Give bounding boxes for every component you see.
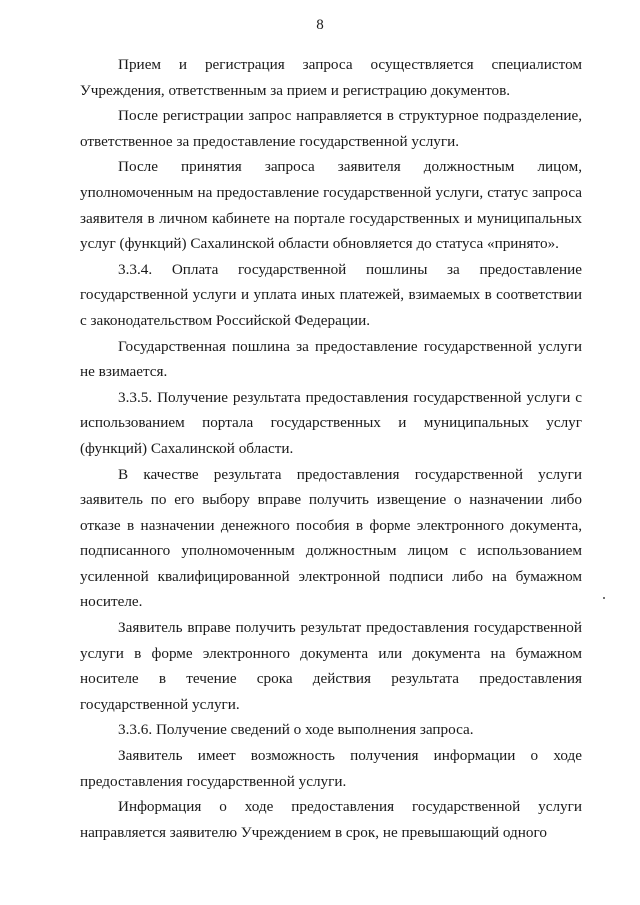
paragraph-3-3-6: 3.3.6. Получение сведений о ходе выполнения запроса.: [118, 721, 474, 739]
paragraph-result-validity: Заявитель вправе получить результат предоставления государственной услуги в форме электронного документа или документа на бумажном носителе в течение срока действия результата предоставления государственной услуги.: [80, 619, 582, 713]
paragraph-3-3-5: 3.3.5. Получение результата предоставления государственной услуги с использованием портала государственных и муниципальных услуг (функций) Сахалинской области.: [80, 388, 582, 457]
scan-speck: [603, 597, 605, 599]
paragraph-info-delivery: Информация о ходе предоставления государственной услуги направляется заявителю Учреждением в срок, не превышающий одного: [80, 798, 582, 841]
paragraph-after-registration: После регистрации запрос направляется в структурное подразделение, ответственное за предоставление государственной услуги.: [80, 107, 582, 150]
paragraph-result-options: В качестве результата предоставления государственной услуги заявитель по его выбору вправе получить извещение о назначении либо отказе в назначении денежного пособия в форме электронного документа, подписанного уполномоченным должностным лицом с использованием усиленной квалифицированной электронной подписи либо на бумажном носителе.: [80, 465, 582, 611]
paragraph-3-3-4: 3.3.4. Оплата государственной пошлины за предоставление государственной услуги и уплата иных платежей, взимаемых в соответствии с законодательством Российской Федерации.: [80, 260, 582, 329]
paragraph-reception: Прием и регистрация запроса осуществляется специалистом Учреждения, ответственным за прием и регистрацию документов.: [80, 56, 582, 99]
paragraph-progress-info: Заявитель имеет возможность получения информации о ходе предоставления государственной услуги.: [80, 747, 582, 790]
document-body: [80, 52, 582, 845]
paragraph-fee-not-charged: Государственная пошлина за предоставление государственной услуги не взимается.: [80, 337, 582, 381]
page-number: 8: [316, 17, 324, 33]
paragraph-status-update: После принятия запроса заявителя должностным лицом, уполномоченным на предоставление государственной услуги, статус запроса заявителя в личном кабинете на портале государственных и муниципальных услуг (функций) Сахалинской области обновляется до статуса «принято».: [80, 158, 582, 253]
